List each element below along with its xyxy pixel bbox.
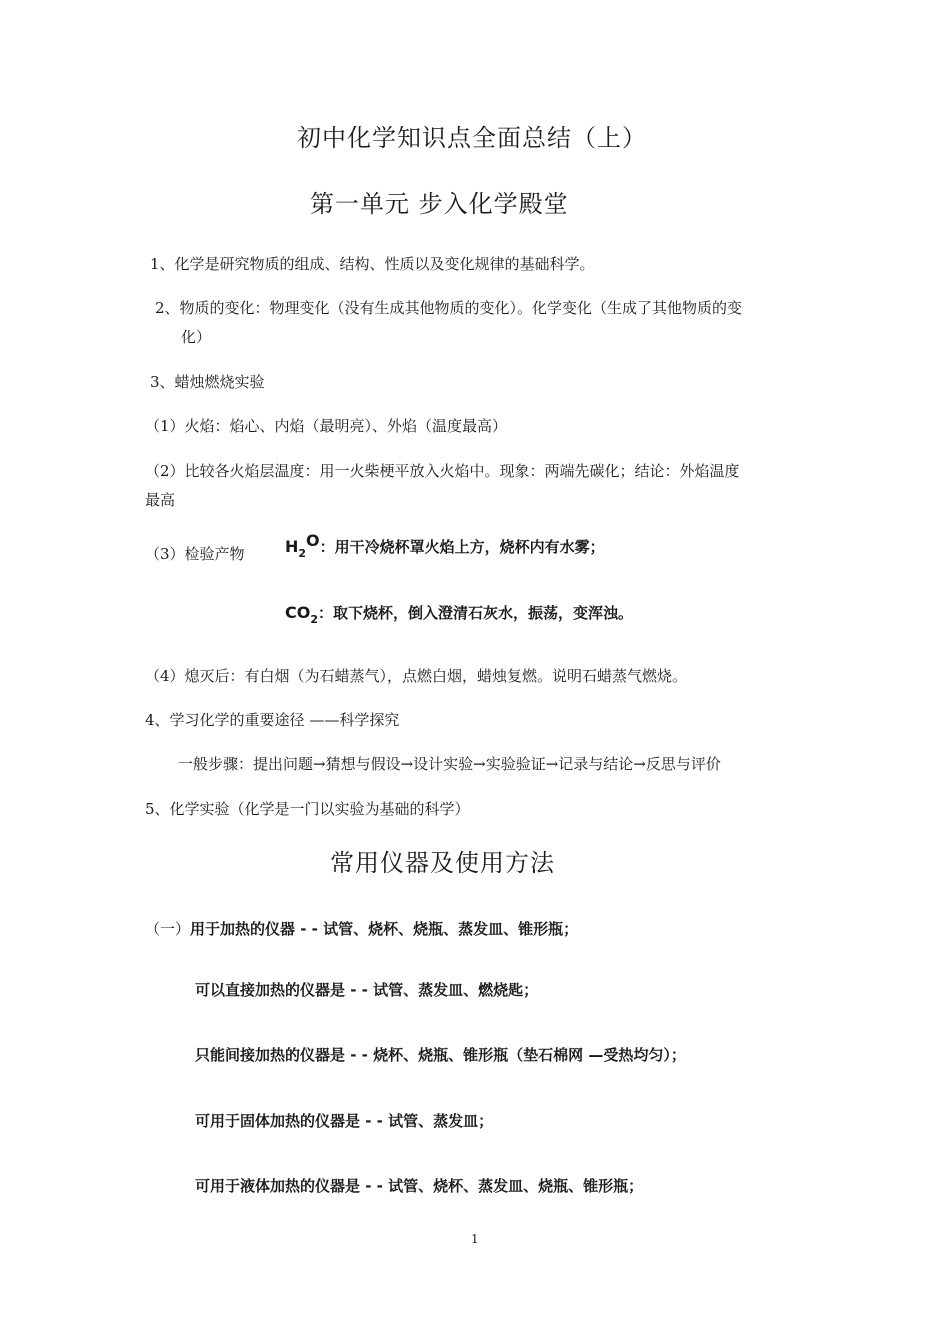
item-4: 4、学习化学的重要途径 ——科学探究 (145, 711, 400, 729)
item-1: 1、化学是研究物质的组成、结构、性质以及变化规律的基础科学。 (150, 255, 595, 273)
instrument-prefix: （一） (145, 920, 191, 938)
item-2-line-2: 化） (181, 328, 212, 346)
item-4-steps: 一般步骤：提出问题→猜想与假设→设计实验→实验验证→记录与结论→反思与评价 (178, 755, 721, 773)
h2o-test-line (285, 531, 605, 560)
h2o-test-text: ：用干冷烧杯罩火焰上方，烧杯内有水雾； (319, 538, 605, 556)
item-2-line-1: 2、物质的变化：物理变化（没有生成其他物质的变化）。化学变化（生成了其他物质的变 (155, 299, 743, 317)
instrument-line-5: 可用于液体加热的仪器是 - - 试管、烧杯、蒸发皿、烧瓶、锥形瓶； (195, 1177, 644, 1195)
h2o-formula: $H_2O$ (285, 531, 320, 560)
item-3-4: （4）熄灭后：有白烟（为石蜡蒸气），点燃白烟，蜡烛复燃。说明石蜡蒸气燃烧。 (145, 667, 688, 685)
page-number: 1 (471, 1232, 479, 1246)
instrument-line-1 (145, 918, 578, 939)
item-5: 5、化学实验（化学是一门以实验为基础的科学） (145, 800, 470, 818)
item-3-2-line-2: 最高 (145, 491, 176, 509)
item-3: 3、蜡烛燃烧实验 (150, 373, 265, 391)
item-3-2-line-1: （2）比较各火焰层温度：用一火柴梗平放入火焰中。现象：两端先碳化；结论：外焰温度 (145, 462, 740, 480)
item-3-3-label: （3）检验产物 (145, 545, 245, 563)
instrument-line-1-text: 用于加热的仪器 - - 试管、烧杯、烧瓶、蒸发皿、锥形瓶； (190, 920, 579, 938)
instrument-line-2: 可以直接加热的仪器是 - - 试管、蒸发皿、燃烧匙； (195, 981, 539, 999)
co2-test-text: ：取下烧杯，倒入澄清石灰水，振荡，变浑浊。 (318, 604, 634, 622)
co2-test-line (285, 602, 634, 626)
document-title: 初中化学知识点全面总结（上） (297, 124, 647, 152)
item-3-1: （1）火焰：焰心、内焰（最明亮）、外焰（温度最高） (145, 417, 508, 435)
co2-formula: $CO_2$ (285, 603, 318, 626)
instrument-line-4: 可用于固体加热的仪器是 - - 试管、蒸发皿； (195, 1112, 494, 1130)
section-heading: 常用仪器及使用方法 (330, 849, 555, 877)
unit-heading: 第一单元 步入化学殿堂 (310, 190, 569, 218)
instrument-line-3: 只能间接加热的仪器是 - - 烧杯、烧瓶、锥形瓶（垫石棉网 —受热均匀）； (195, 1046, 686, 1064)
